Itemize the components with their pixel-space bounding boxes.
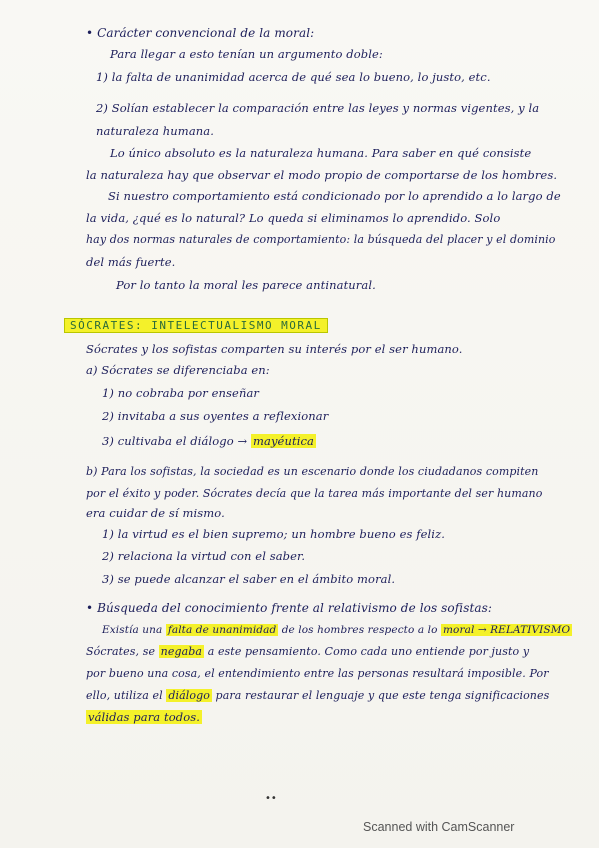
text-line xyxy=(102,624,572,636)
list-item: 3) se puede alcanzar el saber en el ámbito moral. xyxy=(102,572,396,586)
highlighted-text: mayéutica xyxy=(253,434,314,448)
section-title-busqueda: • Búsqueda del conocimiento frente al relativismo de los sofistas: xyxy=(86,601,493,615)
text-line: a) Sócrates se diferenciaba en: xyxy=(86,363,270,377)
text-line: la naturaleza hay que observar el modo propio de comportarse de los hombres. xyxy=(86,168,558,182)
text-segment: para restaurar el lenguaje y que este tenga significaciones xyxy=(215,689,550,702)
text-segment: Existía una xyxy=(102,624,163,636)
text-line: Lo único absoluto es la naturaleza humana. Para saber en qué consiste xyxy=(110,146,532,160)
section-title-convencional: • Carácter convencional de la moral: xyxy=(86,26,315,40)
text-line: era cuidar de sí mismo. xyxy=(86,506,225,520)
list-item: 2) Solían establecer la comparación entre las leyes y normas vigentes, y la xyxy=(96,101,540,115)
highlighted-text: negaba xyxy=(160,645,203,658)
text-segment: de los hombres respecto a lo xyxy=(281,624,438,636)
list-item: 2) invitaba a sus oyentes a reflexionar xyxy=(102,409,329,423)
section-heading-socrates: SÓCRATES: INTELECTUALISMO MORAL xyxy=(64,318,328,333)
ink-mark: •• xyxy=(265,793,277,804)
list-item: 1) no cobraba por enseñar xyxy=(102,386,260,400)
list-item xyxy=(102,434,316,448)
highlighted-text: diálogo xyxy=(168,689,210,702)
list-item: 1) la falta de unanimidad acerca de qué sea lo bueno, lo justo, etc. xyxy=(96,70,491,84)
list-item: 1) la virtud es el bien supremo; un hombre bueno es feliz. xyxy=(102,527,445,541)
text-line: por bueno una cosa, el entendimiento entre las personas resultará imposible. Por xyxy=(86,667,549,680)
text-line: del más fuerte. xyxy=(86,255,176,269)
text-segment: 3) cultivaba el diálogo → xyxy=(102,434,248,448)
text-line: Si nuestro comportamiento está condicionado por lo aprendido a lo largo de xyxy=(108,189,561,203)
text-line: hay dos normas naturales de comportamiento: la búsqueda del placer y el dominio xyxy=(86,233,556,246)
text-segment: a este pensamiento. Como cada uno entiende por justo y xyxy=(207,645,530,658)
highlighted-text: válidas para todos. xyxy=(88,710,200,724)
text-line: la vida, ¿qué es lo natural? Lo queda si eliminamos lo aprendido. Solo xyxy=(86,211,501,225)
text-segment: Sócrates, se xyxy=(86,645,156,658)
text-line xyxy=(86,710,202,724)
highlighted-text: moral → RELATIVISMO xyxy=(442,624,571,636)
text-segment: ello, utiliza el xyxy=(86,689,163,702)
text-line: Sócrates y los sofistas comparten su interés por el ser humano. xyxy=(86,342,463,356)
highlighted-text: falta de unanimidad xyxy=(167,624,277,636)
text-line: naturaleza humana. xyxy=(96,124,214,138)
text-line xyxy=(86,689,549,702)
list-item: 2) relaciona la virtud con el saber. xyxy=(102,549,306,563)
text-line: Por lo tanto la moral les parece antinatural. xyxy=(116,278,376,292)
text-line: por el éxito y poder. Sócrates decía que la tarea más importante del ser humano xyxy=(86,487,543,500)
text-line xyxy=(86,645,529,658)
scanner-watermark: Scanned with CamScanner xyxy=(363,820,515,834)
text-line: b) Para los sofistas, la sociedad es un escenario donde los ciudadanos compiten xyxy=(86,465,539,478)
text-line: Para llegar a esto tenían un argumento doble: xyxy=(110,47,383,61)
